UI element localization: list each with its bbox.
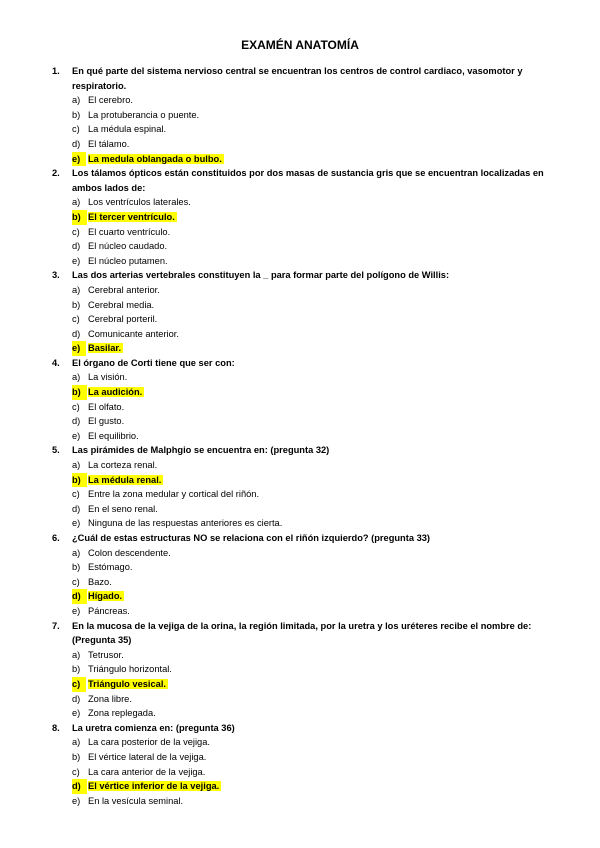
answer-option — [52, 312, 552, 327]
option-letter: e) — [72, 152, 86, 167]
answer-option — [52, 283, 552, 298]
option-text: Tetrusor. — [88, 649, 124, 660]
answer-option — [52, 765, 552, 780]
question-text — [52, 443, 552, 458]
question-text — [52, 619, 552, 648]
question-label: En qué parte del sistema nervioso central se encuentran los centros de control cardiaco, vasomotor y respiratorio. — [72, 66, 523, 91]
option-text: Páncreas. — [88, 605, 130, 616]
answer-option-correct — [52, 210, 552, 225]
answer-option — [52, 560, 552, 575]
option-letter: b) — [72, 299, 81, 310]
option-letter: a) — [72, 372, 81, 383]
answer-option — [52, 487, 552, 502]
answer-option — [52, 400, 552, 415]
question-text — [52, 531, 552, 546]
question-number: 5. — [52, 445, 60, 456]
option-text: La médula espinal. — [88, 124, 167, 135]
question-number: 6. — [52, 533, 60, 543]
answer-option — [52, 370, 552, 385]
option-text: La visión. — [88, 372, 128, 383]
question-item — [52, 356, 552, 444]
option-letter: b) — [72, 473, 87, 488]
option-text: El tercer ventrículo. — [88, 211, 175, 222]
question-text — [52, 64, 552, 93]
question-text — [52, 166, 552, 195]
option-text: Hígado. — [88, 591, 123, 602]
option-text: Estómago. — [88, 562, 133, 573]
option-text: Zona replegada. — [88, 708, 156, 719]
option-letter: b) — [72, 751, 81, 762]
question-label: Los tálamos ópticos están constituidos por dos masas de sustancia gris que se encuentran localizadas en ambos lados de: — [72, 168, 544, 193]
option-text: La cara posterior de la vejiga. — [88, 737, 210, 748]
option-letter: d) — [72, 693, 81, 704]
option-letter: a) — [72, 197, 81, 208]
option-text: El equilibrio. — [88, 430, 139, 441]
question-number: 7. — [52, 620, 60, 631]
option-letter: e) — [72, 708, 81, 719]
answer-option — [52, 516, 552, 531]
option-letter: e) — [72, 605, 81, 616]
option-text: La médula renal. — [88, 474, 162, 485]
question-label: El órgano de Corti tiene que ser con: — [72, 357, 235, 368]
answer-option — [52, 254, 552, 269]
answer-option — [52, 93, 552, 108]
question-item — [52, 619, 552, 721]
option-letter: b) — [72, 664, 81, 675]
answer-option — [52, 706, 552, 721]
question-item — [52, 721, 552, 809]
option-text: Cerebral anterior. — [88, 284, 160, 295]
option-text: La medula oblangada o bulbo. — [88, 153, 222, 164]
question-number: 3. — [52, 270, 60, 281]
option-letter: d) — [72, 503, 81, 514]
option-letter: d) — [72, 241, 81, 252]
option-text: Ninguna de las respuestas anteriores es cierta. — [88, 518, 283, 529]
answer-option — [52, 429, 552, 444]
question-list — [52, 64, 552, 808]
option-text: La audición. — [88, 387, 143, 398]
option-letter: e) — [72, 795, 81, 806]
question-text — [52, 356, 552, 371]
option-text: La protuberancia o puente. — [88, 109, 200, 120]
answer-option — [52, 298, 552, 313]
option-text: En el seno renal. — [88, 503, 158, 514]
option-letter: b) — [72, 562, 81, 573]
answer-option — [52, 414, 552, 429]
answer-option-correct — [52, 677, 552, 692]
answer-option-correct — [52, 341, 552, 356]
option-letter: b) — [72, 385, 87, 400]
answer-option — [52, 692, 552, 707]
question-number: 1. — [52, 66, 60, 76]
answer-option — [52, 327, 552, 342]
option-text: El cuarto ventrículo. — [88, 226, 171, 237]
option-letter: c) — [72, 401, 80, 412]
option-letter: c) — [72, 226, 80, 237]
answer-option — [52, 239, 552, 254]
answer-option — [52, 458, 552, 473]
option-text: Comunicante anterior. — [88, 328, 179, 339]
option-letter: c) — [72, 489, 80, 500]
option-letter: e) — [72, 341, 86, 356]
question-item — [52, 64, 552, 166]
option-letter: c) — [72, 124, 80, 135]
answer-option — [52, 108, 552, 123]
question-label: ¿Cuál de estas estructuras NO se relaciona con el riñón izquierdo? (pregunta 33) — [72, 533, 431, 543]
option-text: La corteza renal. — [88, 460, 158, 471]
option-text: Entre la zona medular y cortical del riñón. — [88, 489, 260, 500]
answer-option — [52, 122, 552, 137]
option-letter: c) — [72, 766, 80, 777]
option-text: Cerebral media. — [88, 299, 155, 310]
question-text — [52, 268, 552, 283]
answer-option — [52, 575, 552, 590]
question-number: 8. — [52, 722, 60, 733]
option-text: La cara anterior de la vejiga. — [88, 766, 206, 777]
question-item — [52, 166, 552, 268]
option-letter: a) — [72, 284, 81, 295]
question-item — [52, 531, 552, 619]
option-letter: d) — [72, 779, 87, 794]
answer-option — [52, 794, 552, 809]
option-text: Basilar. — [88, 343, 122, 354]
option-text: El vértice inferior de la vejiga. — [88, 781, 220, 792]
answer-option-correct — [52, 385, 552, 400]
option-text: El tálamo. — [88, 138, 130, 149]
option-text: El cerebro. — [88, 95, 133, 106]
option-letter: d) — [72, 328, 81, 339]
answer-option — [52, 648, 552, 663]
option-letter: d) — [72, 138, 81, 149]
question-item — [52, 268, 552, 356]
option-text: Bazo. — [88, 576, 112, 587]
option-letter: a) — [72, 95, 81, 106]
option-letter: a) — [72, 737, 81, 748]
option-letter: c) — [72, 677, 86, 692]
option-letter: c) — [72, 314, 80, 325]
option-letter: c) — [72, 576, 80, 587]
option-letter: a) — [72, 547, 81, 558]
question-label: En la mucosa de la vejiga de la orina, la región limitada, por la uretra y los uréteres recibe el nombre de: (Pregunta 35) — [72, 620, 532, 646]
option-text: Colon descendente. — [88, 547, 171, 558]
answer-option — [52, 750, 552, 765]
answer-option — [52, 604, 552, 619]
question-label: Las pirámides de Malphgio se encuentra en: (pregunta 32) — [72, 445, 330, 456]
option-letter: e) — [72, 255, 81, 266]
question-number: 4. — [52, 357, 60, 368]
option-text: Los ventrículos laterales. — [88, 197, 191, 208]
answer-option-correct — [52, 152, 552, 167]
answer-option — [52, 195, 552, 210]
option-letter: a) — [72, 460, 81, 471]
option-letter: e) — [72, 518, 81, 529]
option-text: Triángulo vesical. — [88, 678, 167, 689]
option-text: El olfato. — [88, 401, 125, 412]
option-letter: e) — [72, 430, 81, 441]
answer-option — [52, 225, 552, 240]
answer-option — [52, 735, 552, 750]
question-label: La uretra comienza en: (pregunta 36) — [72, 722, 235, 733]
answer-option-correct — [52, 779, 552, 794]
option-letter: b) — [72, 109, 81, 120]
option-text: El núcleo putamen. — [88, 255, 168, 266]
answer-option — [52, 662, 552, 677]
option-text: Cerebral porteril. — [88, 314, 158, 325]
option-letter: b) — [72, 210, 87, 225]
answer-option — [52, 137, 552, 152]
answer-option — [52, 546, 552, 561]
option-text: Zona libre. — [88, 693, 132, 704]
question-text — [52, 721, 552, 736]
option-text: Triángulo horizontal. — [88, 664, 172, 675]
question-item — [52, 443, 552, 531]
question-number: 2. — [52, 168, 60, 179]
option-text: En la vesícula seminal. — [88, 795, 184, 806]
option-text: El gusto. — [88, 416, 125, 427]
option-text: El vértice lateral de la vejiga. — [88, 751, 207, 762]
question-label: Las dos arterias vertebrales constituyen la _ para formar parte del polígono de Willis: — [72, 270, 450, 281]
page-title: EXAMÉN ANATOMÍA — [241, 38, 359, 52]
option-letter: a) — [72, 649, 81, 660]
answer-option — [52, 502, 552, 517]
option-letter: d) — [72, 589, 87, 604]
option-letter: d) — [72, 416, 81, 427]
answer-option-correct — [52, 589, 552, 604]
answer-option-correct — [52, 473, 552, 488]
option-text: El núcleo caudado. — [88, 241, 168, 252]
